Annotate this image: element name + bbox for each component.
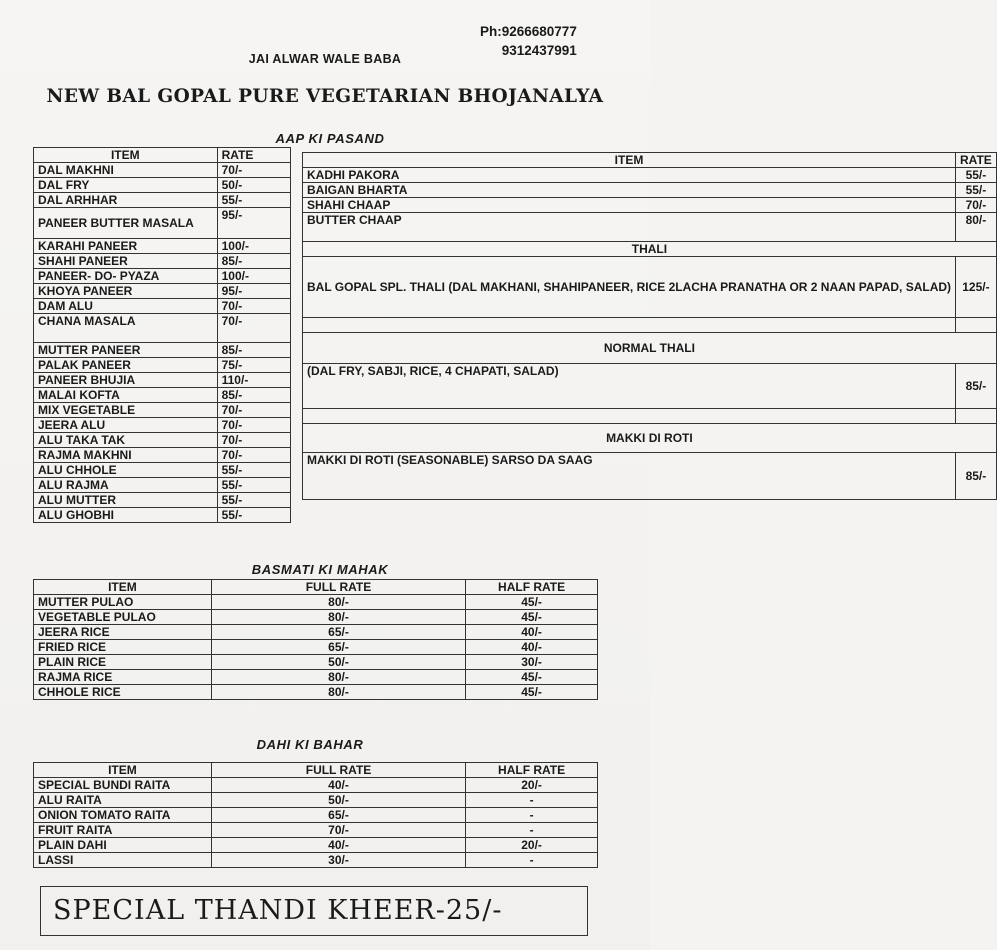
item-full-rate: 80/-: [211, 670, 465, 685]
item-rate: 100/-: [217, 239, 290, 254]
column-header-item: ITEM: [34, 148, 218, 163]
item-name: SHAHI PANEER: [34, 254, 218, 269]
table-row: [34, 314, 291, 343]
item-name: PLAIN RICE: [34, 655, 212, 670]
item-rate: 85/-: [956, 453, 997, 500]
table-row: [34, 448, 291, 463]
table-row: [34, 823, 598, 838]
item-half-rate: 20/-: [466, 838, 598, 853]
table-row: [34, 343, 291, 358]
table-row: [34, 808, 598, 823]
special-kheer-banner: SPECIAL THANDI KHEER-25/-: [40, 886, 588, 936]
item-full-rate: 30/-: [211, 853, 465, 868]
item-half-rate: 20/-: [466, 778, 598, 793]
column-header-rate: RATE: [217, 148, 290, 163]
table-row: [34, 463, 291, 478]
item-name: MALAI KOFTA: [34, 388, 218, 403]
item-name: ALU GHOBHI: [34, 508, 218, 523]
item-full-rate: 65/-: [211, 640, 465, 655]
table-row: [34, 418, 291, 433]
table-row: [303, 257, 997, 318]
table-row: [34, 670, 598, 685]
item-rate: 55/-: [217, 193, 290, 208]
item-full-rate: 40/-: [211, 778, 465, 793]
item-name: JEERA RICE: [34, 625, 212, 640]
table-row: [303, 183, 997, 198]
item-name: BAIGAN BHARTA: [303, 183, 956, 198]
table-row: [303, 364, 997, 409]
item-rate: 125/-: [956, 257, 997, 318]
table-row: [303, 453, 997, 500]
column-header-full-rate: FULL RATE: [211, 763, 465, 778]
item-name: KADHI PAKORA: [303, 168, 956, 183]
item-name: DAM ALU: [34, 299, 218, 314]
item-full-rate: 80/-: [211, 685, 465, 700]
item-rate: 50/-: [217, 178, 290, 193]
item-name: CHANA MASALA: [34, 314, 218, 343]
column-header-full-rate: FULL RATE: [211, 580, 465, 595]
dahi-table: [33, 762, 598, 868]
table-row: [34, 478, 291, 493]
item-name: (DAL FRY, SABJI, RICE, 4 CHAPATI, SALAD): [303, 364, 956, 409]
table-row: [34, 838, 598, 853]
table-row: [34, 269, 291, 284]
table-row: [34, 299, 291, 314]
item-name: SPECIAL BUNDI RAITA: [34, 778, 212, 793]
item-rate: 70/-: [217, 314, 290, 343]
table-row: [303, 198, 997, 213]
basmati-table: [33, 579, 598, 700]
table-header-row: [34, 580, 598, 595]
item-name: ALU TAKA TAK: [34, 433, 218, 448]
column-header-half-rate: HALF RATE: [466, 763, 598, 778]
item-rate: 80/-: [956, 213, 997, 242]
section-title-dahi: DAHI KI BAHAR: [256, 737, 364, 752]
table-row: [34, 373, 291, 388]
makki-heading: MAKKI DI ROTI: [303, 424, 997, 453]
item-half-rate: -: [466, 793, 598, 808]
item-name: DAL ARHHAR: [34, 193, 218, 208]
makki-section-row: [303, 424, 997, 453]
table-row: [34, 778, 598, 793]
table-row: [34, 163, 291, 178]
table-row: [34, 433, 291, 448]
item-half-rate: -: [466, 853, 598, 868]
item-name: KHOYA PANEER: [34, 284, 218, 299]
table-row: [34, 388, 291, 403]
item-rate: 70/-: [217, 418, 290, 433]
table-row: [34, 640, 598, 655]
item-half-rate: 45/-: [466, 610, 598, 625]
item-half-rate: 30/-: [466, 655, 598, 670]
item-rate: 95/-: [217, 284, 290, 299]
item-name: MIX VEGETABLE: [34, 403, 218, 418]
item-rate: 110/-: [217, 373, 290, 388]
item-rate: 100/-: [217, 269, 290, 284]
tagline: JAI ALWAR WALE BABA: [248, 52, 402, 66]
item-full-rate: 80/-: [211, 595, 465, 610]
item-name: FRIED RICE: [34, 640, 212, 655]
column-header-rate: RATE: [956, 153, 997, 168]
item-rate: 70/-: [217, 448, 290, 463]
item-name: PLAIN DAHI: [34, 838, 212, 853]
section-title-aap-ki-pasand: AAP KI PASAND: [275, 131, 385, 146]
item-name: BAL GOPAL SPL. THALI (DAL MAKHANI, SHAHIPANEER, RICE 2LACHA PRANATHA OR 2 NAAN PAPAD, SALAD): [303, 257, 956, 318]
item-name: MAKKI DI ROTI (SEASONABLE) SARSO DA SAAG: [303, 453, 956, 500]
item-name: PALAK PANEER: [34, 358, 218, 373]
item-full-rate: 50/-: [211, 793, 465, 808]
item-name: PANEER- DO- PYAZA: [34, 269, 218, 284]
table-row: [303, 168, 997, 183]
item-name: LASSI: [34, 853, 212, 868]
table-row: [34, 508, 291, 523]
normal-thali-heading: NORMAL THALI: [303, 333, 997, 364]
table-row: [34, 853, 598, 868]
table-row: [34, 208, 291, 239]
item-name: ONION TOMATO RAITA: [34, 808, 212, 823]
item-name: ALU RAITA: [34, 793, 212, 808]
item-full-rate: 50/-: [211, 655, 465, 670]
item-half-rate: -: [466, 808, 598, 823]
item-full-rate: 70/-: [211, 823, 465, 838]
column-header-item: ITEM: [34, 580, 212, 595]
phone-primary: Ph:9266680777: [480, 24, 577, 39]
table-row: [34, 284, 291, 299]
item-rate: 55/-: [956, 168, 997, 183]
table-row: [34, 685, 598, 700]
item-rate: 85/-: [956, 364, 997, 409]
spacer-row: [303, 318, 997, 333]
item-full-rate: 40/-: [211, 838, 465, 853]
item-name: CHHOLE RICE: [34, 685, 212, 700]
normal-thali-section-row: [303, 333, 997, 364]
item-rate: 70/-: [217, 299, 290, 314]
item-rate: 70/-: [956, 198, 997, 213]
column-header-item: ITEM: [303, 153, 956, 168]
restaurant-title: NEW BAL GOPAL PURE VEGETARIAN BHOJANALYA: [46, 86, 604, 107]
item-rate: 70/-: [217, 433, 290, 448]
table-header-row: [303, 153, 997, 168]
item-full-rate: 80/-: [211, 610, 465, 625]
table-row: [34, 493, 291, 508]
table-row: [34, 625, 598, 640]
item-name: SHAHI CHAAP: [303, 198, 956, 213]
table-row: [34, 403, 291, 418]
item-name: ALU RAJMA: [34, 478, 218, 493]
item-half-rate: 40/-: [466, 625, 598, 640]
table-row: [34, 655, 598, 670]
item-rate: 70/-: [217, 403, 290, 418]
table-row: [303, 213, 997, 242]
item-rate: 55/-: [217, 493, 290, 508]
table-row: [34, 254, 291, 269]
thali-heading: THALI: [303, 242, 997, 257]
table-row: [34, 239, 291, 254]
item-rate: 95/-: [217, 208, 290, 239]
item-half-rate: 45/-: [466, 595, 598, 610]
item-half-rate: 45/-: [466, 670, 598, 685]
item-name: PANEER BHUJIA: [34, 373, 218, 388]
table-row: [34, 595, 598, 610]
item-half-rate: -: [466, 823, 598, 838]
item-name: RAJMA RICE: [34, 670, 212, 685]
thali-section-row: [303, 242, 997, 257]
item-rate: 55/-: [217, 478, 290, 493]
item-name: MUTTER PANEER: [34, 343, 218, 358]
item-name: BUTTER CHAAP: [303, 213, 956, 242]
table-row: [34, 358, 291, 373]
item-name: RAJMA MAKHNI: [34, 448, 218, 463]
item-rate: 85/-: [217, 343, 290, 358]
item-rate: 75/-: [217, 358, 290, 373]
item-name: VEGETABLE PULAO: [34, 610, 212, 625]
item-rate: 55/-: [956, 183, 997, 198]
table-row: [34, 610, 598, 625]
column-header-half-rate: HALF RATE: [466, 580, 598, 595]
aap-ki-pasand-right-table: [302, 152, 997, 500]
item-rate: 85/-: [217, 254, 290, 269]
item-name: ALU CHHOLE: [34, 463, 218, 478]
item-rate: 70/-: [217, 163, 290, 178]
item-half-rate: 45/-: [466, 685, 598, 700]
item-name: JEERA ALU: [34, 418, 218, 433]
phone-secondary: 9312437991: [501, 43, 577, 58]
aap-ki-pasand-left-table: [33, 147, 291, 523]
item-name: DAL MAKHNI: [34, 163, 218, 178]
table-row: [34, 793, 598, 808]
item-name: KARAHI PANEER: [34, 239, 218, 254]
table-row: [34, 178, 291, 193]
section-title-basmati: BASMATI KI MAHAK: [251, 562, 389, 577]
item-rate: 55/-: [217, 463, 290, 478]
item-full-rate: 65/-: [211, 808, 465, 823]
item-rate: 85/-: [217, 388, 290, 403]
spacer-row: [303, 409, 997, 424]
item-name: MUTTER PULAO: [34, 595, 212, 610]
table-row: [34, 193, 291, 208]
item-name: PANEER BUTTER MASALA: [34, 208, 218, 239]
table-header-row: [34, 148, 291, 163]
column-header-item: ITEM: [34, 763, 212, 778]
item-rate: 55/-: [217, 508, 290, 523]
item-name: FRUIT RAITA: [34, 823, 212, 838]
item-full-rate: 65/-: [211, 625, 465, 640]
item-half-rate: 40/-: [466, 640, 598, 655]
item-name: ALU MUTTER: [34, 493, 218, 508]
item-name: DAL FRY: [34, 178, 218, 193]
table-header-row: [34, 763, 598, 778]
